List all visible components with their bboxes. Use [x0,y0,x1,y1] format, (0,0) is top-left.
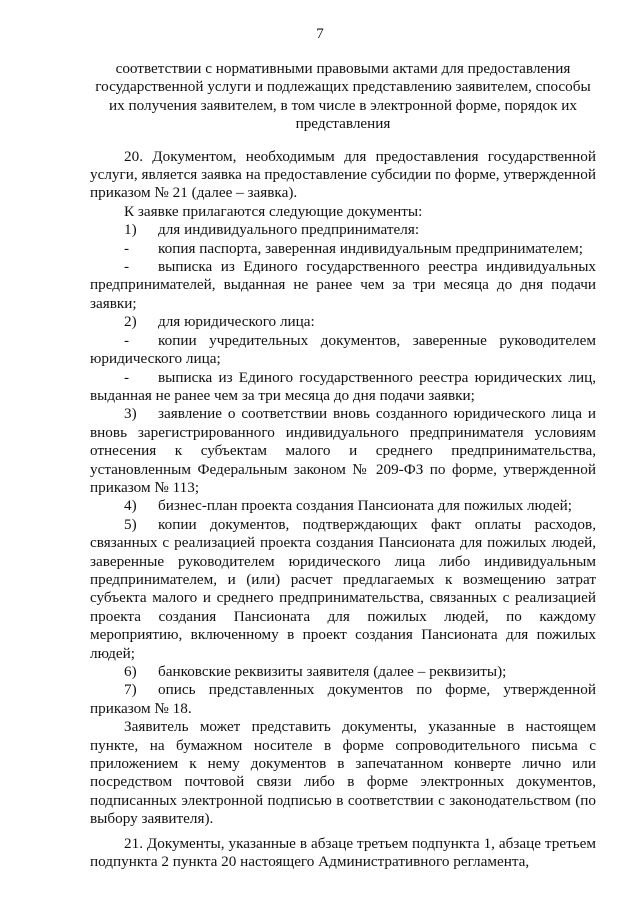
dash-item-text: выписка из Единого государственного реестра юридических лиц, выданная не ранее чем за три месяца до дня подачи заявки; [90,368,596,404]
list-item-6 [90,663,596,681]
dash-marker: - [124,331,130,349]
list-item-7 [90,681,596,718]
dash-marker: - [124,239,130,257]
dash-item [90,369,596,406]
list-item-2 [90,313,596,331]
page-number: 7 [316,26,324,42]
list-item-text: бизнес-план проекта создания Пансионата для пожилых людей; [158,497,572,515]
dash-marker: - [124,368,130,386]
dash-item [90,258,596,313]
dash-marker: - [124,258,130,276]
heading-line: государственной услуги и подлежащих представлению заявителем, способы [95,78,591,96]
list-item-text: копии документов, подтверждающих факт оплаты расходов, связанных с реализацией проекта создания Пансионата для пожилых людей, заверенные руководителем юридического лица либо индивидуальным предпринимателем, и (или) расчет предлагаемых к возмещению затрат субъекта малого и среднего предпринимательства, связанных с реализацией проекта создания Пансионата для пожилых людей, по каждому мероприятию, включенному в проект создания Пансионата для пожилых людей; [90,515,596,662]
dash-item [90,240,596,258]
list-item-3 [90,405,596,497]
list-number: 5) [124,515,137,533]
paragraph-21: 21. Документы, указанные в абзаце третьем подпункта 1, абзаце третьем подпункта 2 пункта 20 настоящего Административного регламента, [90,834,596,871]
paragraph-intro: К заявке прилагаются следующие документы: [124,202,423,220]
list-number: 2) [124,313,137,331]
dash-item-text: выписка из Единого государственного реестра индивидуальных предпринимателей, выданная не ранее чем за три месяца до дня подачи заявки; [90,258,596,312]
list-number: 7) [124,681,137,699]
document-body [90,60,596,871]
list-item-1 [90,221,596,239]
heading-line: их получения заявителем, в том числе в электронной форме, порядок их [108,96,578,114]
list-item-text: заявление о соответствии вновь созданного юридического лица и вновь зарегистрированного индивидуального предпринимателя условиям отнесения к субъектам малого и среднего предпринимательства, установленным Федеральным законом № 209-ФЗ по форме, утвержденной приказом № 113; [90,405,596,496]
dash-item-text: копия паспорта, заверенная индивидуальным предпринимателем; [158,239,583,257]
list-item-5 [90,516,596,663]
list-number: 6) [124,663,137,680]
list-item-text: для юридического лица: [158,313,315,331]
heading-line: соответствии с нормативными правовыми актами для предоставления [115,60,571,77]
list-number: 3) [124,405,137,423]
heading-line: представления [295,115,391,133]
list-number: 1) [124,221,137,239]
dash-item-text: копии учредительных документов, заверенные руководителем юридического лица; [90,331,596,368]
list-number: 4) [124,497,137,515]
section-heading [90,60,596,134]
paragraph-applicant: Заявитель может представить документы, указанные в настоящем пункте, на бумажном носителе в форме сопроводительного письма с приложением к нему документов в запечатанном конверте лично или посредством почтовой связи либо в форме электронных документов, подписанных электронной подписью в соответствии с законодательством (по выбору заявителя). [90,718,596,828]
dash-item [90,332,596,369]
paragraph-20: 20. Документом, необходимым для предоставления государственной услуги, является заявка на предоставление субсидии по форме, утвержденной приказом № 21 (далее – заявка). [90,147,596,202]
list-item-text: опись представленных документов по форме, утвержденной приказом № 18. [90,681,596,717]
list-item-4 [90,497,596,515]
list-item-text: для индивидуального предпринимателя: [158,221,420,239]
list-item-text: банковские реквизиты заявителя (далее – реквизиты); [158,663,507,680]
